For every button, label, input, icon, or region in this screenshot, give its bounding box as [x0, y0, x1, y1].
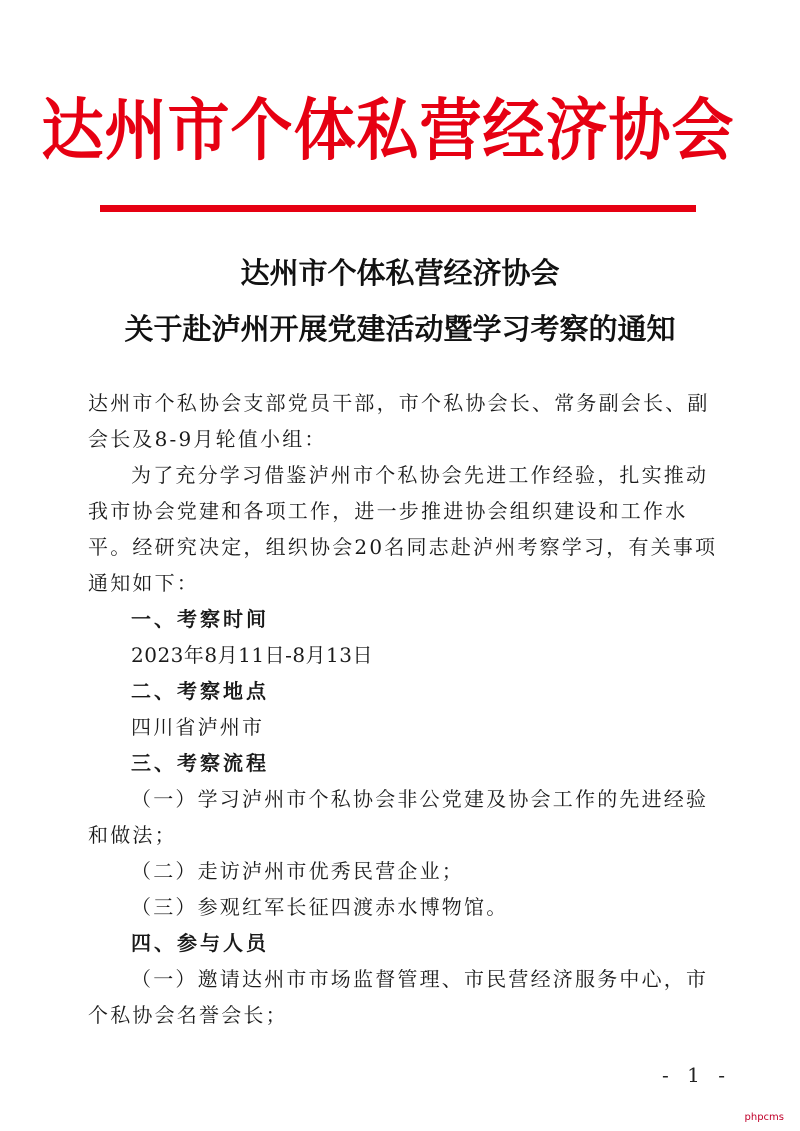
- section1-heading: 一、考察时间: [131, 607, 269, 631]
- section2-text: 四川省泸州市: [131, 715, 265, 739]
- page-number: - 1 -: [662, 1063, 731, 1087]
- intro-line1: 为了充分学习借鉴泸州市个私协会先进工作经验，扎实推动: [131, 463, 709, 487]
- section2-heading: 二、考察地点: [131, 679, 269, 703]
- doc-title-line1: 达州市个体私营经济协会: [240, 256, 560, 290]
- salutation-line2: 会长及8-9月轮值小组：: [88, 427, 327, 451]
- section3-heading: 三、考察流程: [131, 751, 269, 775]
- doc-title-line2: 关于赴泸州开展党建活动暨学习考察的通知: [124, 312, 676, 346]
- intro-line2: 我市协会党建和各项工作，进一步推进协会组织建设和工作水: [88, 499, 688, 523]
- section3-item1-line2: 和做法；: [88, 823, 177, 847]
- section1-text: 2023年8月11日-8月13日: [131, 643, 374, 667]
- section4-item1-line2: 个私协会名誉会长；: [88, 1003, 288, 1027]
- letterhead-org-name: 达州市个体私营经济协会: [41, 91, 735, 170]
- section4-heading: 四、参与人员: [131, 931, 269, 955]
- letterhead-red-rule: [100, 205, 696, 212]
- salutation-line1: 达州市个私协会支部党员干部，市个私协会长、常务副会长、副: [88, 391, 710, 415]
- section3-item1-line1: （一）学习泸州市个私协会非公党建及协会工作的先进经验: [131, 787, 709, 811]
- section4-item1-line1: （一）邀请达州市市场监督管理、市民营经济服务中心，市: [131, 967, 709, 991]
- intro-line4: 通知如下：: [88, 571, 199, 595]
- intro-line3: 平。经研究决定，组织协会20名同志赴泸州考察学习，有关事项: [88, 535, 718, 559]
- section3-item3: （三）参观红军长征四渡赤水博物馆。: [131, 895, 509, 919]
- watermark: phpcms: [744, 1112, 784, 1123]
- section3-item2: （二）走访泸州市优秀民营企业；: [131, 859, 464, 883]
